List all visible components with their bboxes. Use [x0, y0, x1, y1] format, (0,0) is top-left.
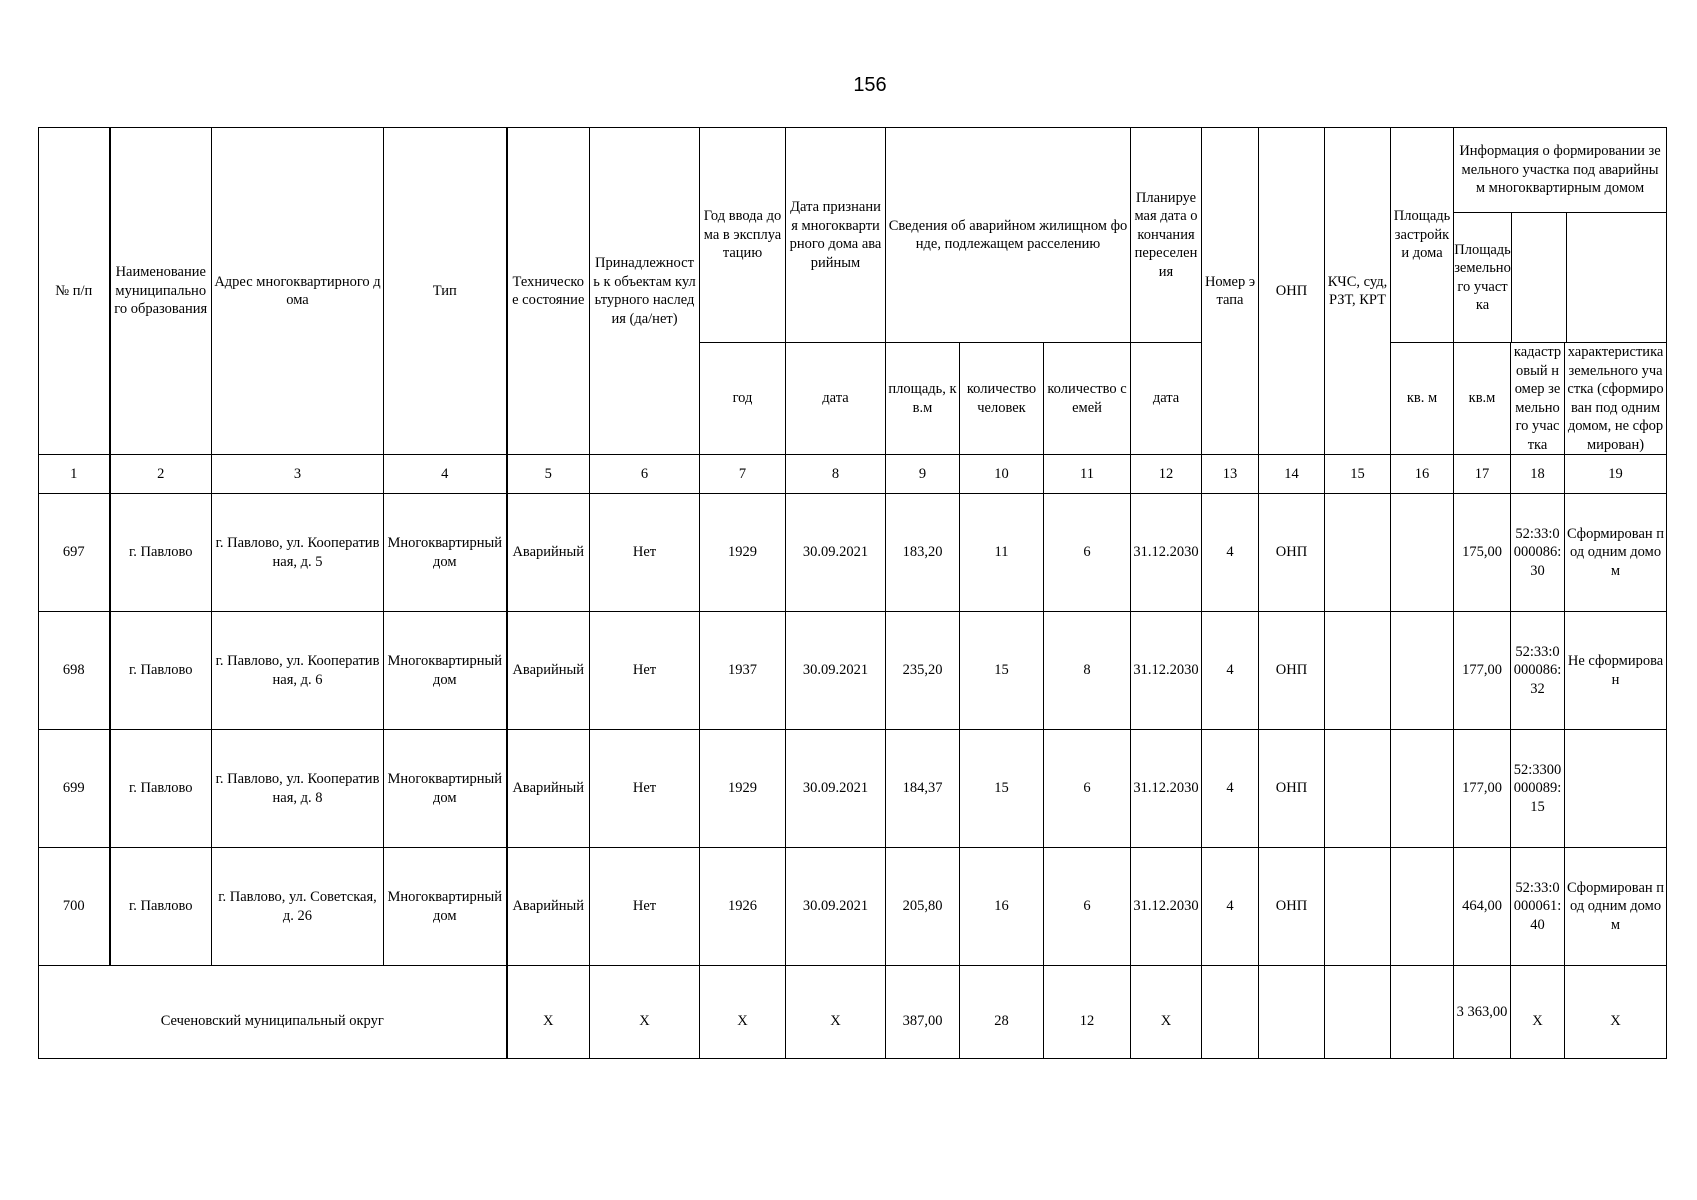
cell-heritage: Нет [590, 848, 700, 966]
cell-planned: 31.12.2030 [1131, 494, 1202, 612]
header-sub-year: год [700, 343, 786, 455]
column-number: 16 [1391, 455, 1454, 494]
total-tech-state: X [507, 966, 590, 1059]
cell-cadastral: 52:33:0000086:30 [1511, 494, 1565, 612]
cell-address: г. Павлово, ул. Советская, д. 26 [212, 848, 384, 966]
cell-date: 30.09.2021 [786, 848, 886, 966]
cell-land-char [1565, 730, 1667, 848]
cell-planned: 31.12.2030 [1131, 730, 1202, 848]
header-land-group-label: Информация о формировании земельного участка под аварийным многоквартирным домом [1454, 128, 1666, 213]
column-number: 19 [1565, 455, 1667, 494]
total-onp [1259, 966, 1325, 1059]
cell-kchs [1325, 494, 1391, 612]
header-type: Тип [384, 128, 507, 455]
cell-year: 1937 [700, 612, 786, 730]
cell-type: Многоквартирный дом [384, 730, 507, 848]
cell-area: 184,37 [886, 730, 960, 848]
cell-stage: 4 [1202, 848, 1259, 966]
cell-people: 15 [960, 612, 1044, 730]
cell-stage: 4 [1202, 494, 1259, 612]
total-date: X [786, 966, 886, 1059]
emergency-housing-table [38, 127, 1667, 1059]
column-number: 6 [590, 455, 700, 494]
cell-people: 11 [960, 494, 1044, 612]
header-sub-people: количество человек [960, 343, 1044, 455]
total-row [39, 966, 1667, 1059]
cell-built-area [1391, 612, 1454, 730]
column-number-row [39, 455, 1667, 494]
header-land-area: Площадь земельного участка [1454, 213, 1512, 342]
column-number: 8 [786, 455, 886, 494]
header-municipality: Наименование муниципального образования [110, 128, 212, 455]
cell-people: 16 [960, 848, 1044, 966]
header-built-area: Площадь застройки дома [1391, 128, 1454, 343]
cell-area: 205,80 [886, 848, 960, 966]
cell-num: 700 [39, 848, 110, 966]
cell-municipality: г. Павлово [110, 848, 212, 966]
column-number: 13 [1202, 455, 1259, 494]
cell-stage: 4 [1202, 612, 1259, 730]
cell-land-char: Сформирован под одним домом [1565, 848, 1667, 966]
cell-area: 235,20 [886, 612, 960, 730]
cell-onp: ОНП [1259, 612, 1325, 730]
column-number: 11 [1044, 455, 1131, 494]
cell-heritage: Нет [590, 730, 700, 848]
header-cadastral: кадастровый номер земельного участка [1511, 343, 1565, 455]
cell-land-area: 175,00 [1454, 494, 1511, 612]
table-row [39, 612, 1667, 730]
cell-municipality: г. Павлово [110, 730, 212, 848]
cell-land-char: Не сформирован [1565, 612, 1667, 730]
total-year: X [700, 966, 786, 1059]
header-onp: ОНП [1259, 128, 1325, 455]
header-row [39, 128, 1667, 343]
total-kchs [1325, 966, 1391, 1059]
column-number: 2 [110, 455, 212, 494]
column-number: 18 [1511, 455, 1565, 494]
cell-tech-state: Аварийный [507, 494, 590, 612]
column-number: 4 [384, 455, 507, 494]
cell-address: г. Павлово, ул. Кооперативная, д. 5 [212, 494, 384, 612]
cell-municipality: г. Павлово [110, 612, 212, 730]
total-planned: X [1131, 966, 1202, 1059]
column-number: 17 [1454, 455, 1511, 494]
page-number: 156 [853, 74, 887, 96]
cell-land-area: 177,00 [1454, 730, 1511, 848]
cell-land-char: Сформирован под одним домом [1565, 494, 1667, 612]
header-date-recognized: Дата признания многоквартирного дома аварийным [786, 128, 886, 343]
cell-tech-state: Аварийный [507, 848, 590, 966]
cell-address: г. Павлово, ул. Кооперативная, д. 6 [212, 612, 384, 730]
total-land-char: X [1565, 966, 1667, 1059]
header-sub-families: количество семей [1044, 343, 1131, 455]
cell-num: 698 [39, 612, 110, 730]
table-row [39, 848, 1667, 966]
total-people: 28 [960, 966, 1044, 1059]
cell-onp: ОНП [1259, 494, 1325, 612]
header-sub-planned: дата [1131, 343, 1202, 455]
cell-year: 1929 [700, 494, 786, 612]
cell-address: г. Павлово, ул. Кооперативная, д. 8 [212, 730, 384, 848]
cell-date: 30.09.2021 [786, 494, 886, 612]
header-info-group: Сведения об аварийном жилищном фонде, подлежащем расселению [886, 128, 1131, 343]
column-number: 15 [1325, 455, 1391, 494]
header-tech-state: Техническое состояние [507, 128, 590, 455]
header-sub-area: площадь, кв.м [886, 343, 960, 455]
cell-planned: 31.12.2030 [1131, 612, 1202, 730]
table-row [39, 730, 1667, 848]
table-row [39, 494, 1667, 612]
total-heritage: X [590, 966, 700, 1059]
header-num: № п/п [39, 128, 110, 455]
column-number: 14 [1259, 455, 1325, 494]
header-sub-date: дата [786, 343, 886, 455]
cell-families: 6 [1044, 848, 1131, 966]
header-address: Адрес многоквартирного дома [212, 128, 384, 455]
cell-kchs [1325, 612, 1391, 730]
cell-land-area: 464,00 [1454, 848, 1511, 966]
cell-type: Многоквартирный дом [384, 848, 507, 966]
cell-area: 183,20 [886, 494, 960, 612]
column-number: 7 [700, 455, 786, 494]
cell-kchs [1325, 730, 1391, 848]
total-land-area: 3 363,00 [1454, 966, 1511, 1059]
header-land-group [1454, 128, 1667, 343]
cell-cadastral: 52:33:0000086:32 [1511, 612, 1565, 730]
cell-kchs [1325, 848, 1391, 966]
total-families: 12 [1044, 966, 1131, 1059]
column-number: 1 [39, 455, 110, 494]
cell-heritage: Нет [590, 494, 700, 612]
cell-families: 6 [1044, 494, 1131, 612]
cell-date: 30.09.2021 [786, 612, 886, 730]
cell-planned: 31.12.2030 [1131, 848, 1202, 966]
cell-year: 1926 [700, 848, 786, 966]
cell-type: Многоквартирный дом [384, 494, 507, 612]
total-area: 387,00 [886, 966, 960, 1059]
cell-tech-state: Аварийный [507, 730, 590, 848]
header-heritage: Принадлежность к объектам культурного наследия (да/нет) [590, 128, 700, 455]
column-number: 9 [886, 455, 960, 494]
header-land-char: характеристика земельного участка (сформирован под одним домом, не сформирован) [1565, 343, 1667, 455]
column-number: 3 [212, 455, 384, 494]
cell-built-area [1391, 494, 1454, 612]
cell-people: 15 [960, 730, 1044, 848]
total-cadastral: X [1511, 966, 1565, 1059]
cell-stage: 4 [1202, 730, 1259, 848]
total-label: Сеченовский муниципальный округ [39, 966, 507, 1059]
cell-families: 6 [1044, 730, 1131, 848]
cell-year: 1929 [700, 730, 786, 848]
column-number: 5 [507, 455, 590, 494]
cell-onp: ОНП [1259, 730, 1325, 848]
cell-cadastral: 52:33:0000061:40 [1511, 848, 1565, 966]
cell-num: 699 [39, 730, 110, 848]
total-stage [1202, 966, 1259, 1059]
total-built-area [1391, 966, 1454, 1059]
header-kchs: КЧС, суд, РЗТ, КРТ [1325, 128, 1391, 455]
column-number: 12 [1131, 455, 1202, 494]
cell-built-area [1391, 848, 1454, 966]
cell-cadastral: 52:3300000089:15 [1511, 730, 1565, 848]
cell-date: 30.09.2021 [786, 730, 886, 848]
cell-land-area: 177,00 [1454, 612, 1511, 730]
cell-type: Многоквартирный дом [384, 612, 507, 730]
cell-num: 697 [39, 494, 110, 612]
header-stage: Номер этапа [1202, 128, 1259, 455]
cell-tech-state: Аварийный [507, 612, 590, 730]
header-year-built: Год ввода дома в эксплуатацию [700, 128, 786, 343]
cell-heritage: Нет [590, 612, 700, 730]
cell-municipality: г. Павлово [110, 494, 212, 612]
header-planned-date: Планируемая дата окончания переселения [1131, 128, 1202, 343]
cell-onp: ОНП [1259, 848, 1325, 966]
cell-families: 8 [1044, 612, 1131, 730]
header-sub-built-unit: кв. м [1391, 343, 1454, 455]
cell-built-area [1391, 730, 1454, 848]
column-number: 10 [960, 455, 1044, 494]
header-sub-land-unit: кв.м [1454, 343, 1511, 455]
